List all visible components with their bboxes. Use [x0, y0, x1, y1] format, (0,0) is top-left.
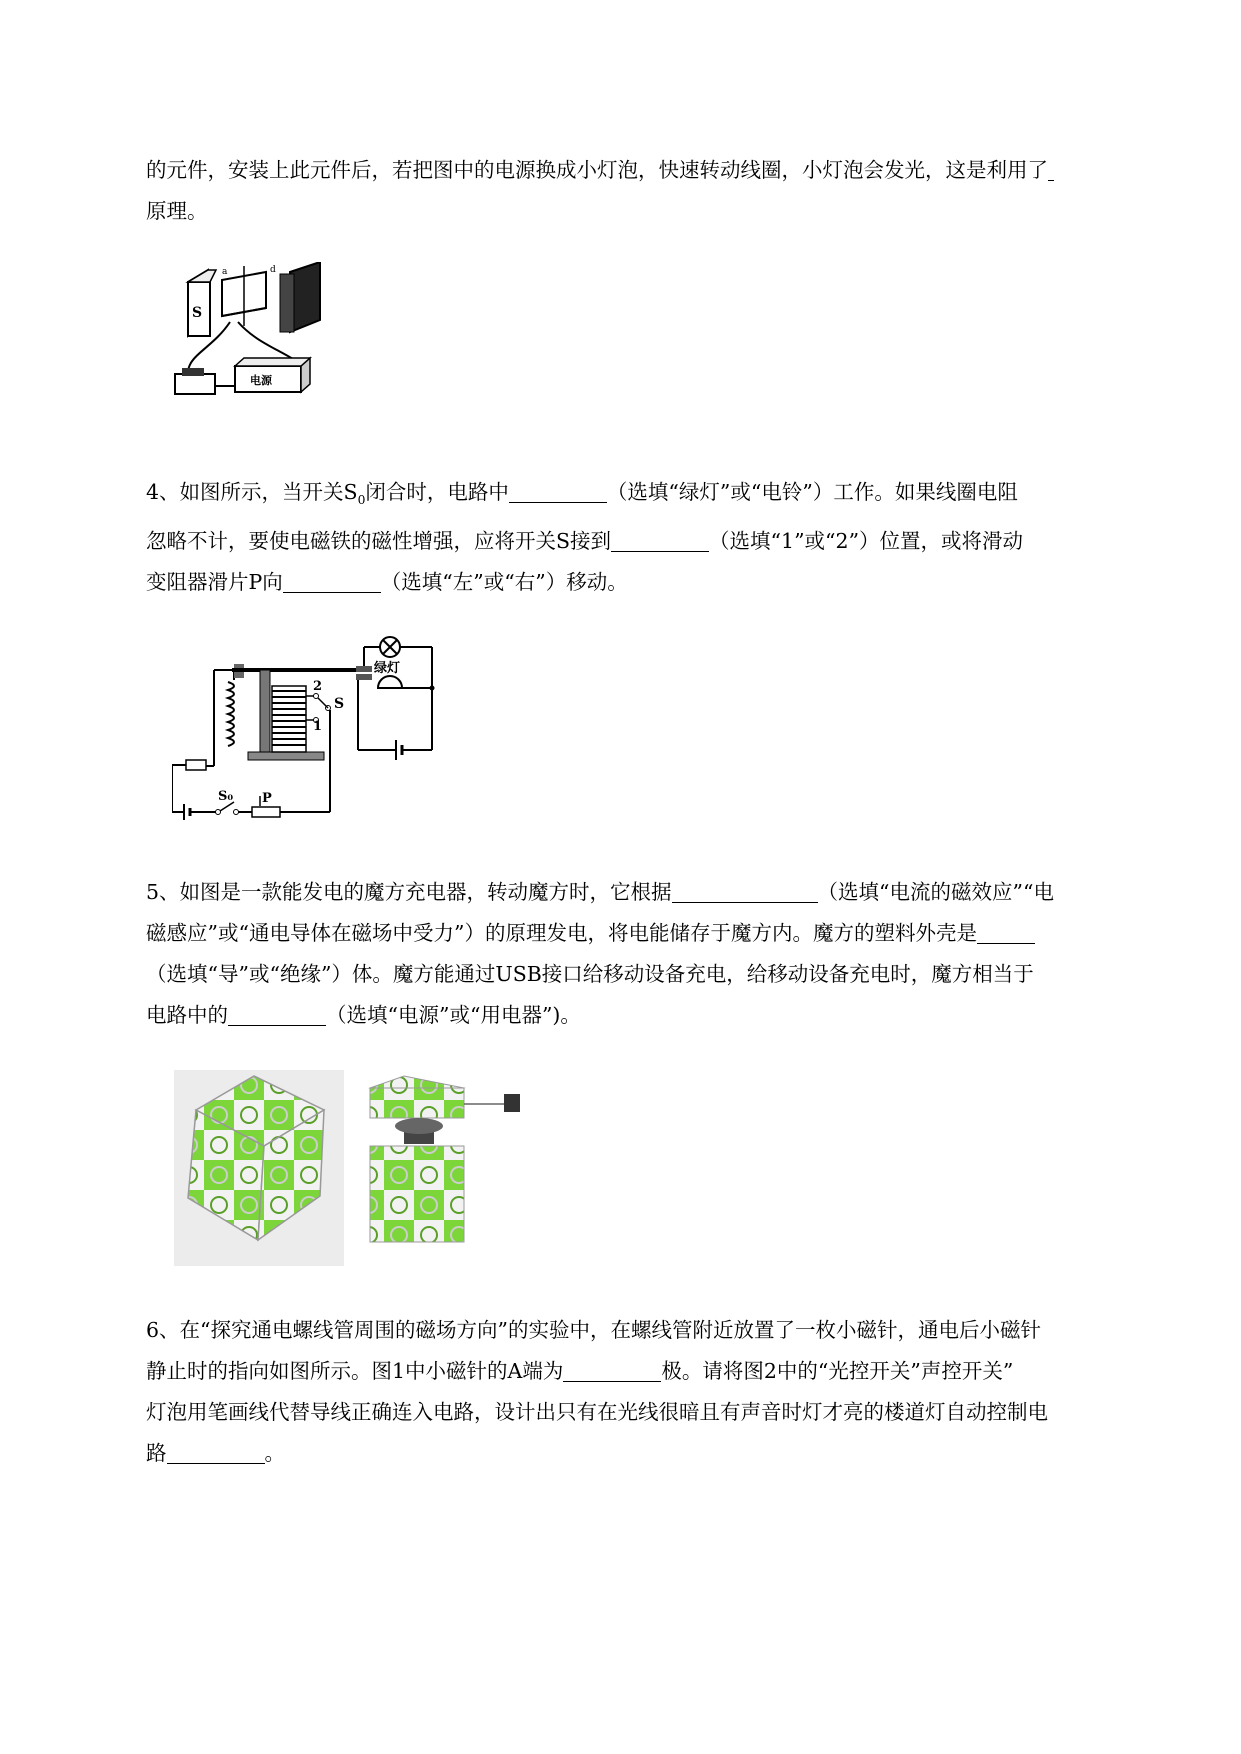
- q6-blank-2[interactable]: [167, 1439, 265, 1464]
- terminal-2: 2: [313, 679, 323, 694]
- q4-part-b: 闭合时，电路中: [365, 480, 509, 504]
- green-light-label: 绿灯: [374, 661, 401, 676]
- q4-part-a: 4、如图所示，当开关S: [146, 480, 358, 504]
- q5-part-c: 磁感应”或“通电导体在磁场中受力”）的原理发电，将电能储存于魔方内。魔方的塑料外壳是: [146, 921, 977, 945]
- q3-text: [146, 150, 1156, 232]
- q5-blank-3[interactable]: [228, 1001, 326, 1026]
- pole-s-label: S: [192, 305, 203, 321]
- q4-part-f: 变阻器滑片P向: [146, 570, 283, 595]
- q6-text: [146, 1310, 1156, 1474]
- magic-cube-figure: [174, 1070, 562, 1266]
- q5-part-e: 电路中的: [146, 1003, 228, 1027]
- slider-p-label: P: [262, 791, 272, 806]
- terminal-1: 1: [313, 719, 323, 734]
- q6-part-d: 灯泡用笔画线代替导线正确连入电路，设计出只有在光线很暗且有声音时灯才亮的楼道灯自动控制电: [146, 1400, 1048, 1424]
- q4-part-c: （选填“绿灯”或“电铃”）工作。如果线圈电阻: [606, 480, 1018, 504]
- q6-part-f: 。: [264, 1441, 285, 1465]
- q6-blank-1[interactable]: [563, 1357, 661, 1382]
- q5-blank-1[interactable]: [672, 878, 818, 903]
- q3-blank[interactable]: [1048, 156, 1054, 181]
- q5-part-a: 5、如图是一款能发电的魔方充电器，转动魔方时，它根据: [146, 880, 672, 904]
- q6-part-e: 路: [146, 1441, 167, 1465]
- switch-s0-label: S₀: [218, 789, 234, 804]
- q4-blank-3[interactable]: [283, 568, 381, 593]
- label-d: d: [270, 265, 276, 275]
- q5-part-d: （选填“导”或“绝缘”）体。魔方能通过USB接口给移动设备充电，给移动设备充电时，魔方相当于: [146, 962, 1034, 986]
- q5-part-b: （选填“电流的磁效应”“电: [817, 880, 1054, 904]
- relay-circuit-figure: [172, 636, 472, 826]
- label-a: a: [222, 267, 228, 277]
- q4-part-e: （选填“1”或“2”）位置，或将滑动: [709, 529, 1024, 554]
- q6-part-a: 6、在“探究通电螺线管周围的磁场方向”的实验中，在螺线管附近放置了一枚小磁针，通电后小磁针: [146, 1318, 1042, 1342]
- q5-blank-2[interactable]: [977, 919, 1035, 944]
- q4-blank-2[interactable]: [611, 527, 709, 552]
- q3-line2: 原理。: [146, 199, 208, 223]
- q4-part-g: （选填“左”或“右”）移动。: [380, 570, 628, 595]
- q3-line1: 的元件，安装上此元件后，若把图中的电源换成小灯泡，快速转动线圈，小灯泡会发光，这是利用了: [146, 158, 1048, 182]
- q5-part-f: （选填“电源”或“用电器”)。: [326, 1003, 581, 1027]
- q4-part-d: 忽略不计，要使电磁铁的磁性增强，应将开关S接到: [146, 529, 612, 554]
- q4-sub: 0: [357, 493, 366, 508]
- q5-text: [146, 872, 1156, 1036]
- q6-part-c: 极。请将图2中的“光控开关”声控开关”: [661, 1359, 1014, 1383]
- power-supply-label: 电源: [250, 374, 272, 387]
- generator-figure: [170, 262, 350, 412]
- q4-text: [146, 472, 1156, 603]
- switch-s-label: S: [334, 696, 345, 712]
- q6-part-b: 静止时的指向如图所示。图1中小磁针的A端为: [146, 1359, 564, 1383]
- q4-blank-1[interactable]: [509, 478, 607, 503]
